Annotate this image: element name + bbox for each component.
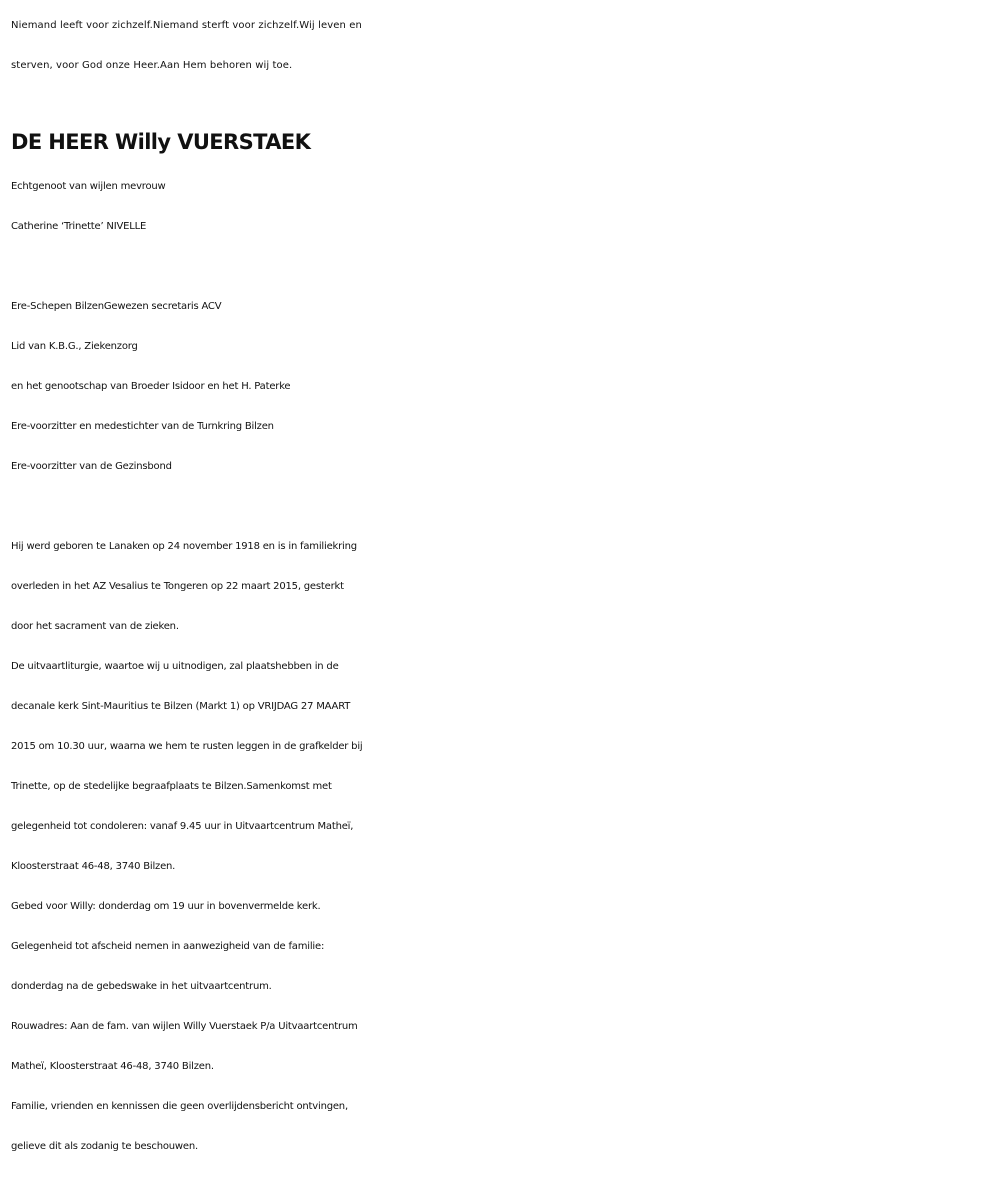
body-line: Gebed voor Willy: donderdag om 19 uur in bovenvermelde kerk.: [11, 901, 321, 912]
intro-line: Niemand leeft voor zichzelf.Niemand sterft voor zichzelf.Wij leven en: [11, 20, 362, 31]
title-line: Ere-voorzitter van de Gezinsbond: [11, 461, 172, 472]
body-line: door het sacrament van de zieken.: [11, 621, 179, 632]
body-line: overleden in het AZ Vesalius te Tongeren op 22 maart 2015, gesterkt: [11, 581, 344, 592]
body-line: Trinette, op de stedelijke begraafplaats te Bilzen.Samenkomst met: [11, 781, 332, 792]
body-line: Gelegenheid tot afscheid nemen in aanwezigheid van de familie:: [11, 941, 325, 952]
body-line: Rouwadres: Aan de fam. van wijlen Willy Vuerstaek P/a Uitvaartcentrum: [11, 1021, 358, 1032]
spouse-line: Echtgenoot van wijlen mevrouw: [11, 181, 166, 192]
title-line: en het genootschap van Broeder Isidoor en het H. Paterke: [11, 381, 291, 392]
intro-line: sterven, voor God onze Heer.Aan Hem behoren wij toe.: [11, 60, 293, 71]
body-line: De uitvaartliturgie, waartoe wij u uitnodigen, zal plaatshebben in de: [11, 661, 339, 672]
title-line: Ere-Schepen BilzenGewezen secretaris ACV: [11, 301, 222, 312]
spouse-info: [11, 167, 991, 247]
obituary-notice: [11, 6, 991, 1167]
title-line: Ere-voorzitter en medestichter van de Turnkring Bilzen: [11, 421, 274, 432]
body-line: Kloosterstraat 46-48, 3740 Bilzen.: [11, 861, 176, 872]
intro-quote: [11, 6, 991, 86]
deceased-name: DE HEER Willy VUERSTAEK: [11, 130, 311, 154]
title-line: Lid van K.B.G., Ziekenzorg: [11, 341, 138, 352]
body-line: decanale kerk Sint-Mauritius te Bilzen (Markt 1) op VRIJDAG 27 MAART: [11, 701, 351, 712]
notice-body: [11, 527, 991, 1167]
body-line: 2015 om 10.30 uur, waarna we hem te rusten leggen in de grafkelder bij: [11, 741, 363, 752]
body-line: gelegenheid tot condoleren: vanaf 9.45 uur in Uitvaartcentrum Matheï,: [11, 821, 354, 832]
body-line: Familie, vrienden en kennissen die geen overlijdensbericht ontvingen,: [11, 1101, 348, 1112]
spacer: [11, 247, 991, 287]
spouse-line: Catherine ‘Trinette’ NIVELLE: [11, 221, 147, 232]
spacer: [11, 487, 991, 527]
titles-list: [11, 287, 991, 487]
body-line: Hij werd geboren te Lanaken op 24 november 1918 en is in familiekring: [11, 541, 357, 552]
body-line: gelieve dit als zodanig te beschouwen.: [11, 1141, 198, 1152]
body-line: Matheï, Kloosterstraat 46-48, 3740 Bilzen.: [11, 1061, 214, 1072]
body-line: donderdag na de gebedswake in het uitvaartcentrum.: [11, 981, 272, 992]
